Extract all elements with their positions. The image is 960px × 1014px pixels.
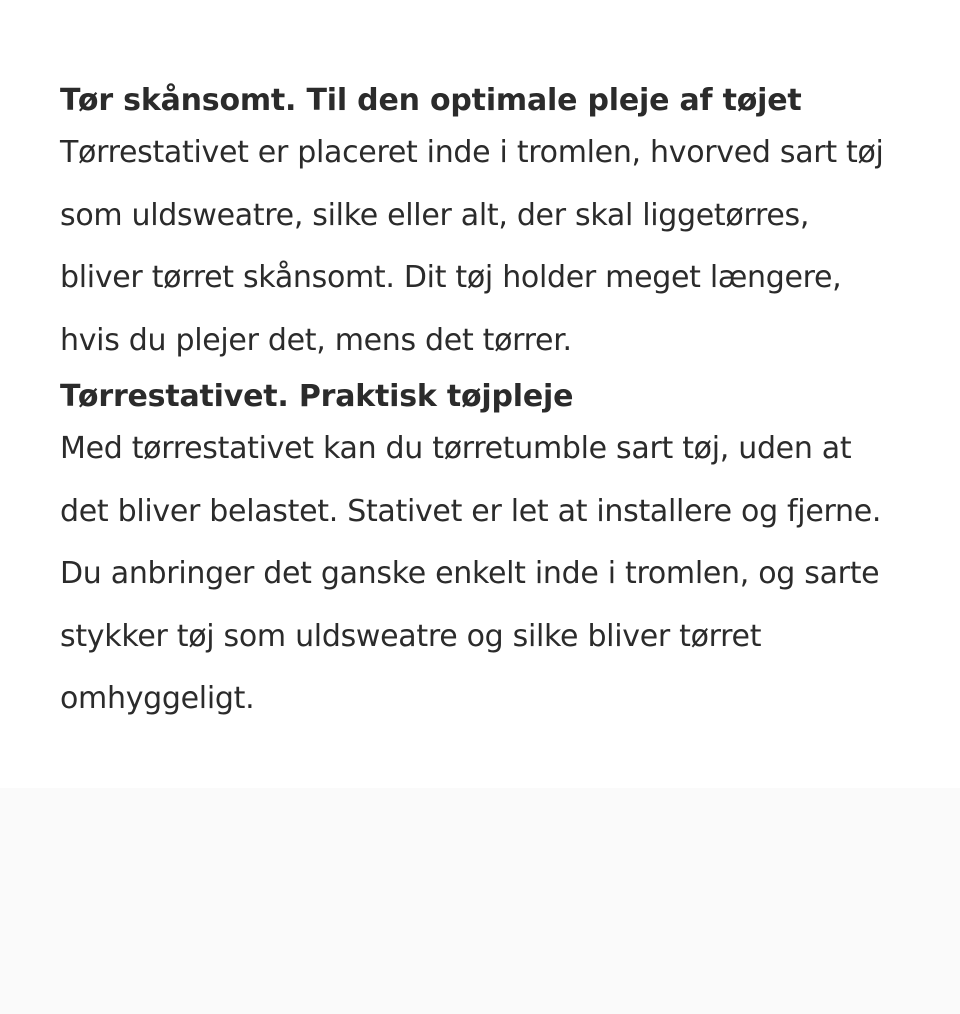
section-heading: Tørrestativet. Praktisk tøjpleje [60, 379, 574, 414]
section-body: Med tørrestativet kan du tørretumble sart tøj, uden at det bliver belastet. Stativet er let at installere og fjerne. Du anbringer det ganske enkelt inde i tromlen, og sarte stykker tøj som uldsweatre og silke bliver tørret omhyggeligt. [60, 431, 882, 716]
section-heading: Tør skånsomt. Til den optimale pleje af tøjet [60, 83, 802, 118]
description-section [60, 80, 900, 372]
description-section [60, 376, 900, 731]
page-footer-area [0, 788, 960, 1014]
section-body: Tørrestativet er placeret inde i tromlen, hvorved sart tøj som uldsweatre, silke eller alt, der skal liggetørres, bliver tørret skånsomt. Dit tøj holder meget længere, hvis du plejer det, mens det tørrer. [60, 135, 884, 358]
